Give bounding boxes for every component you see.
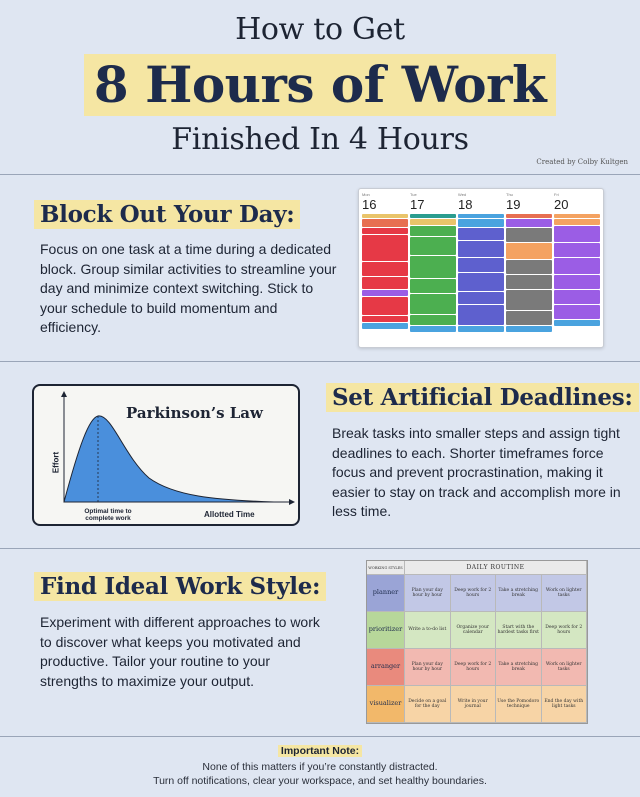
calendar-event xyxy=(362,214,408,218)
calendar-day-number: 20 xyxy=(554,197,569,212)
workstyle-body: Experiment with different approaches to work to discover what keeps you motivated and productive. Tailor your routine to your strengths to maximize your output. xyxy=(40,614,320,689)
calendar-event xyxy=(554,226,600,242)
parkinson-x-label-allotted: Allotted Time xyxy=(204,510,255,519)
calendar-event xyxy=(554,290,600,304)
effort-curve xyxy=(64,416,274,502)
calendar-event xyxy=(410,315,456,325)
routine-cell: Take a stretching break xyxy=(496,575,542,612)
calendar-event xyxy=(362,228,408,234)
calendar-event xyxy=(506,326,552,332)
routine-style-label: prioritizer xyxy=(367,612,405,649)
routine-cell: Decide on a goal for the day xyxy=(405,686,451,723)
block-title: Block Out Your Day: xyxy=(34,200,300,229)
routine-cell: Write in your journal xyxy=(451,686,497,723)
calendar-event xyxy=(362,323,408,329)
calendar-event xyxy=(410,237,456,255)
calendar-day-name: Thu xyxy=(506,192,513,197)
calendar-event xyxy=(362,290,408,296)
routine-cell: Use the Pomodoro technique xyxy=(496,686,542,723)
calendar-image xyxy=(358,188,604,348)
title-line-3: Finished In 4 Hours xyxy=(171,122,469,157)
calendar-day-number: 17 xyxy=(410,197,425,212)
routine-cell: Work on lighter tasks xyxy=(542,575,588,612)
calendar-event xyxy=(458,214,504,218)
parkinson-y-label: Effort xyxy=(51,451,61,474)
parkinson-title: Parkinson’s Law xyxy=(126,404,263,422)
calendar-event xyxy=(458,305,504,325)
calendar-event xyxy=(410,279,456,293)
credit: Created by Colby Kultgen xyxy=(536,158,628,166)
routine-cell: Deep work for 2 hours xyxy=(542,612,588,649)
calendar-event xyxy=(458,326,504,332)
divider xyxy=(0,174,640,175)
calendar-event xyxy=(410,226,456,236)
calendar-event xyxy=(506,219,552,227)
calendar-day-number: 16 xyxy=(362,197,377,212)
workstyle-title: Find Ideal Work Style: xyxy=(34,572,326,601)
note-title: Important Note: xyxy=(278,745,362,757)
parkinson-x-label-optimal: Optimal time to complete work xyxy=(84,508,132,522)
routine-cell: Take a stretching break xyxy=(496,649,542,686)
calendar-event xyxy=(506,243,552,259)
calendar-event xyxy=(554,320,600,326)
calendar-event xyxy=(458,292,504,304)
calendar-event xyxy=(458,219,504,227)
calendar-event xyxy=(410,294,456,314)
routine-corner: WORKING STYLES xyxy=(367,561,405,575)
calendar-event xyxy=(506,311,552,325)
routine-style-label: visualizer xyxy=(367,686,405,723)
calendar-day-name: Wed xyxy=(458,192,467,197)
routine-cell: Deep work for 2 hours xyxy=(451,649,497,686)
calendar-event xyxy=(506,214,552,218)
title-line-1: How to Get xyxy=(235,12,405,47)
routine-cell: Deep work for 2 hours xyxy=(451,575,497,612)
calendar-event xyxy=(362,235,408,261)
note-line-1: None of this matters if you’re constantly distracted. xyxy=(202,761,438,773)
routine-cell: Plan your day hour by hour xyxy=(405,649,451,686)
parkinson-card xyxy=(32,384,300,526)
calendar-event xyxy=(362,262,408,276)
note-line-2: Turn off notifications, clear your workspace, and set healthy boundaries. xyxy=(153,775,487,787)
calendar-event xyxy=(554,219,600,225)
calendar-event xyxy=(554,214,600,218)
calendar-day-number: 18 xyxy=(458,197,473,212)
calendar-day-name: Tue xyxy=(410,192,417,197)
calendar-event xyxy=(554,258,600,274)
calendar-day-name: Fri xyxy=(554,192,559,197)
routine-cell: Plan your day hour by hour xyxy=(405,575,451,612)
calendar-event xyxy=(458,273,504,291)
routine-style-label: planner xyxy=(367,575,405,612)
header xyxy=(0,0,640,172)
calendar-event xyxy=(506,260,552,274)
calendar-event xyxy=(362,316,408,322)
calendar-day-column xyxy=(362,192,408,344)
note-title-wrap xyxy=(0,745,640,757)
divider xyxy=(0,361,640,362)
divider xyxy=(0,736,640,737)
deadlines-body: Break tasks into smaller steps and assign tight deadlines to each. Shorter timeframes force focus and prevent procrastination, making it easier to stay on track and accomplish more in less time. xyxy=(332,425,621,519)
calendar-event xyxy=(410,326,456,332)
routine-style-label: arranger xyxy=(367,649,405,686)
calendar-event xyxy=(506,290,552,310)
calendar-day-column xyxy=(506,192,552,344)
routine-header: DAILY ROUTINE xyxy=(405,561,587,575)
routine-cell: Start with the hardest tasks first xyxy=(496,612,542,649)
calendar-event xyxy=(554,305,600,319)
calendar-event xyxy=(362,277,408,289)
deadlines-title: Set Artificial Deadlines: xyxy=(326,383,639,412)
calendar-event xyxy=(458,258,504,272)
calendar-event xyxy=(362,219,408,227)
calendar-event xyxy=(410,214,456,218)
calendar-event xyxy=(506,275,552,289)
block-body: Focus on one task at a time during a dedicated block. Group similar activities to streamline your day and minimize context switching. Stick to your schedule to build momentum and efficiency. xyxy=(40,241,337,335)
calendar-day-number: 19 xyxy=(506,197,521,212)
calendar-event xyxy=(362,297,408,315)
routine-cell: Write a to-do list xyxy=(405,612,451,649)
calendar-event xyxy=(410,256,456,278)
calendar-event xyxy=(506,228,552,242)
calendar-day-column xyxy=(554,192,600,344)
title-line-2-wrap xyxy=(0,54,640,116)
routine-cell: Work on lighter tasks xyxy=(542,649,588,686)
calendar-day-column xyxy=(410,192,456,344)
calendar-day-name: Mon xyxy=(362,192,370,197)
divider xyxy=(0,548,640,549)
routine-cell: Organize your calendar xyxy=(451,612,497,649)
calendar-day-column xyxy=(458,192,504,344)
calendar-event xyxy=(554,243,600,257)
title-line-2: 8 Hours of Work xyxy=(84,54,556,116)
routine-cell: End the day with light tasks xyxy=(542,686,588,723)
calendar-event xyxy=(458,228,504,240)
calendar-event xyxy=(458,241,504,257)
calendar-event xyxy=(554,275,600,289)
routine-table xyxy=(366,560,588,724)
calendar-event xyxy=(410,219,456,225)
